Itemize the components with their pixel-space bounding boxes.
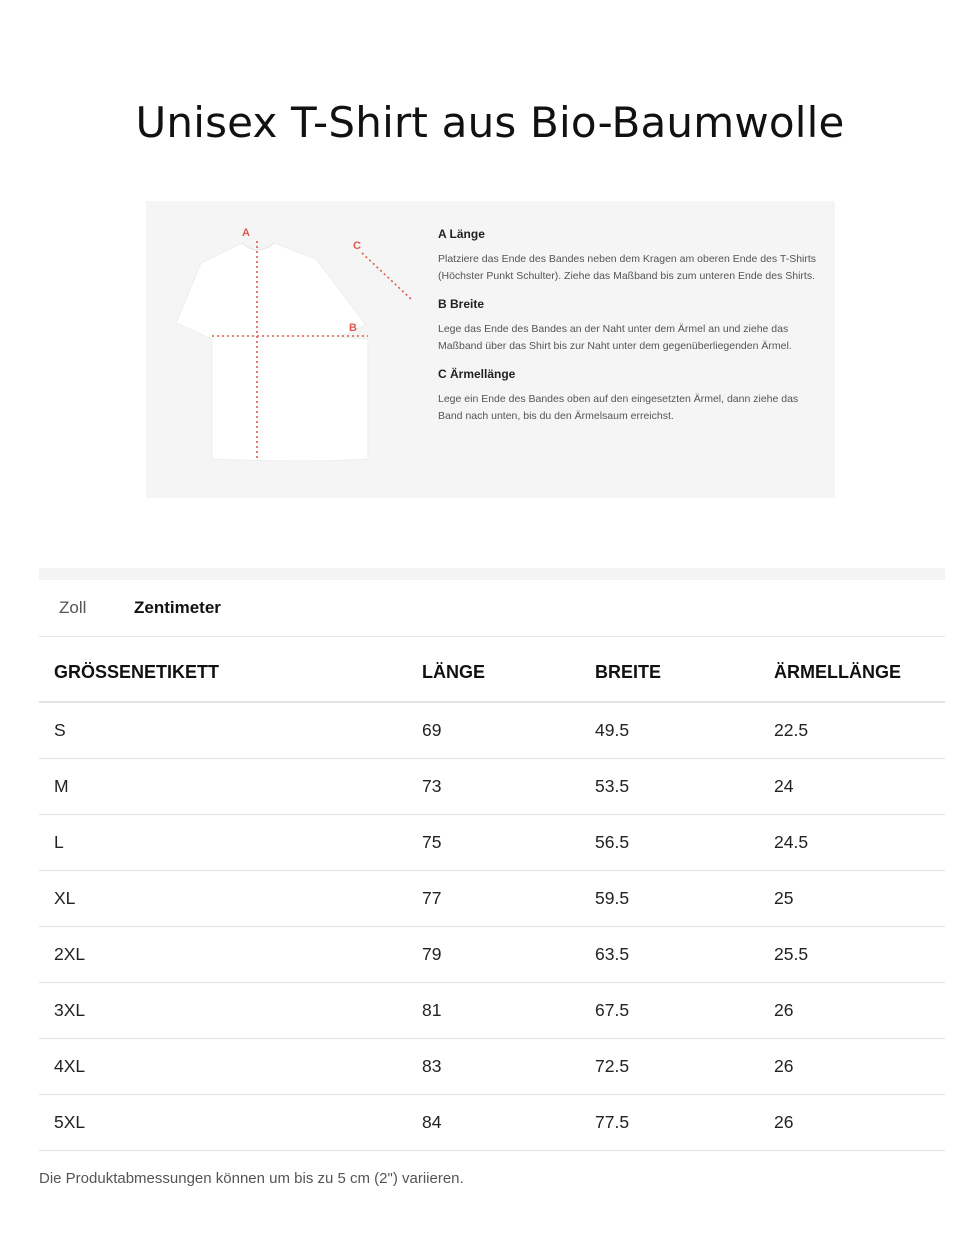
guide-instructions [438, 227, 818, 437]
length-cell: 79 [422, 927, 595, 983]
length-cell: 83 [422, 1039, 595, 1095]
size-cell: L [39, 815, 422, 871]
size-cell: M [39, 759, 422, 815]
sleeve-cell: 22.5 [774, 702, 945, 759]
sleeve-cell: 26 [774, 983, 945, 1039]
width-cell: 77.5 [595, 1095, 774, 1151]
table-row [39, 759, 945, 815]
header-length: LÄNGE [422, 644, 595, 702]
marker-b: B [349, 322, 357, 334]
length-cell: 84 [422, 1095, 595, 1151]
table-row [39, 1095, 945, 1151]
size-cell: XL [39, 871, 422, 927]
table-row [39, 815, 945, 871]
tab-zentimeter[interactable]: Zentimeter [134, 598, 221, 617]
sleeve-cell: 24.5 [774, 815, 945, 871]
tshirt-shape [176, 243, 368, 461]
sleeve-line [362, 253, 411, 299]
table-row [39, 702, 945, 759]
sleeve-cell: 24 [774, 759, 945, 815]
unit-tabs [39, 580, 945, 637]
header-width: BREITE [595, 644, 774, 702]
marker-a: A [242, 227, 250, 239]
table-row [39, 1039, 945, 1095]
length-cell: 73 [422, 759, 595, 815]
size-cell: 4XL [39, 1039, 422, 1095]
width-cell: 53.5 [595, 759, 774, 815]
header-size-label: GRÖSSENETIKETT [39, 644, 422, 702]
width-cell: 49.5 [595, 702, 774, 759]
table-row [39, 927, 945, 983]
width-heading: B Breite [438, 297, 485, 311]
page-title: Unisex T-Shirt aus Bio-Baumwolle [135, 98, 845, 148]
length-cell: 81 [422, 983, 595, 1039]
table-row [39, 983, 945, 1039]
sleeve-cell: 26 [774, 1039, 945, 1095]
footnote: Die Produktabmessungen können um bis zu 5 cm (2") variieren. [39, 1170, 464, 1187]
tshirt-measurement-illustration [146, 201, 426, 498]
unit-band [39, 568, 945, 580]
size-cell: 5XL [39, 1095, 422, 1151]
size-table [39, 644, 945, 1151]
table-header-row [39, 644, 945, 702]
length-cell: 69 [422, 702, 595, 759]
width-cell: 72.5 [595, 1039, 774, 1095]
marker-c: C [353, 240, 361, 252]
width-cell: 67.5 [595, 983, 774, 1039]
header-sleeve-length: ÄRMELLÄNGE [774, 644, 945, 702]
width-instructions: Lege das Ende des Bandes an der Naht unter dem Ärmel an und ziehe das Maßband über das Shirt bis zur Naht unter dem gegenüberliegenden Ärmel. [438, 323, 792, 352]
width-cell: 56.5 [595, 815, 774, 871]
size-cell: S [39, 702, 422, 759]
size-cell: 2XL [39, 927, 422, 983]
tab-zoll[interactable]: Zoll [59, 598, 87, 617]
table-row [39, 871, 945, 927]
length-instructions: Platziere das Ende des Bandes neben dem Kragen am oberen Ende des T-Shirts (Höchster Punkt Schulter). Ziehe das Maßband bis zum unteren Ende des Shirts. [438, 253, 817, 282]
measurement-guide [146, 201, 835, 498]
sleeve-cell: 26 [774, 1095, 945, 1151]
sleeve-cell: 25.5 [774, 927, 945, 983]
width-cell: 59.5 [595, 871, 774, 927]
sleeve-heading: C Ärmellänge [438, 367, 516, 381]
length-cell: 77 [422, 871, 595, 927]
width-cell: 63.5 [595, 927, 774, 983]
sleeve-cell: 25 [774, 871, 945, 927]
sleeve-instructions: Lege ein Ende des Bandes oben auf den eingesetzten Ärmel, dann ziehe das Band nach unten, bis du den Ärmelsaum erreichst. [438, 393, 799, 422]
length-heading: A Länge [438, 227, 485, 241]
size-cell: 3XL [39, 983, 422, 1039]
length-cell: 75 [422, 815, 595, 871]
